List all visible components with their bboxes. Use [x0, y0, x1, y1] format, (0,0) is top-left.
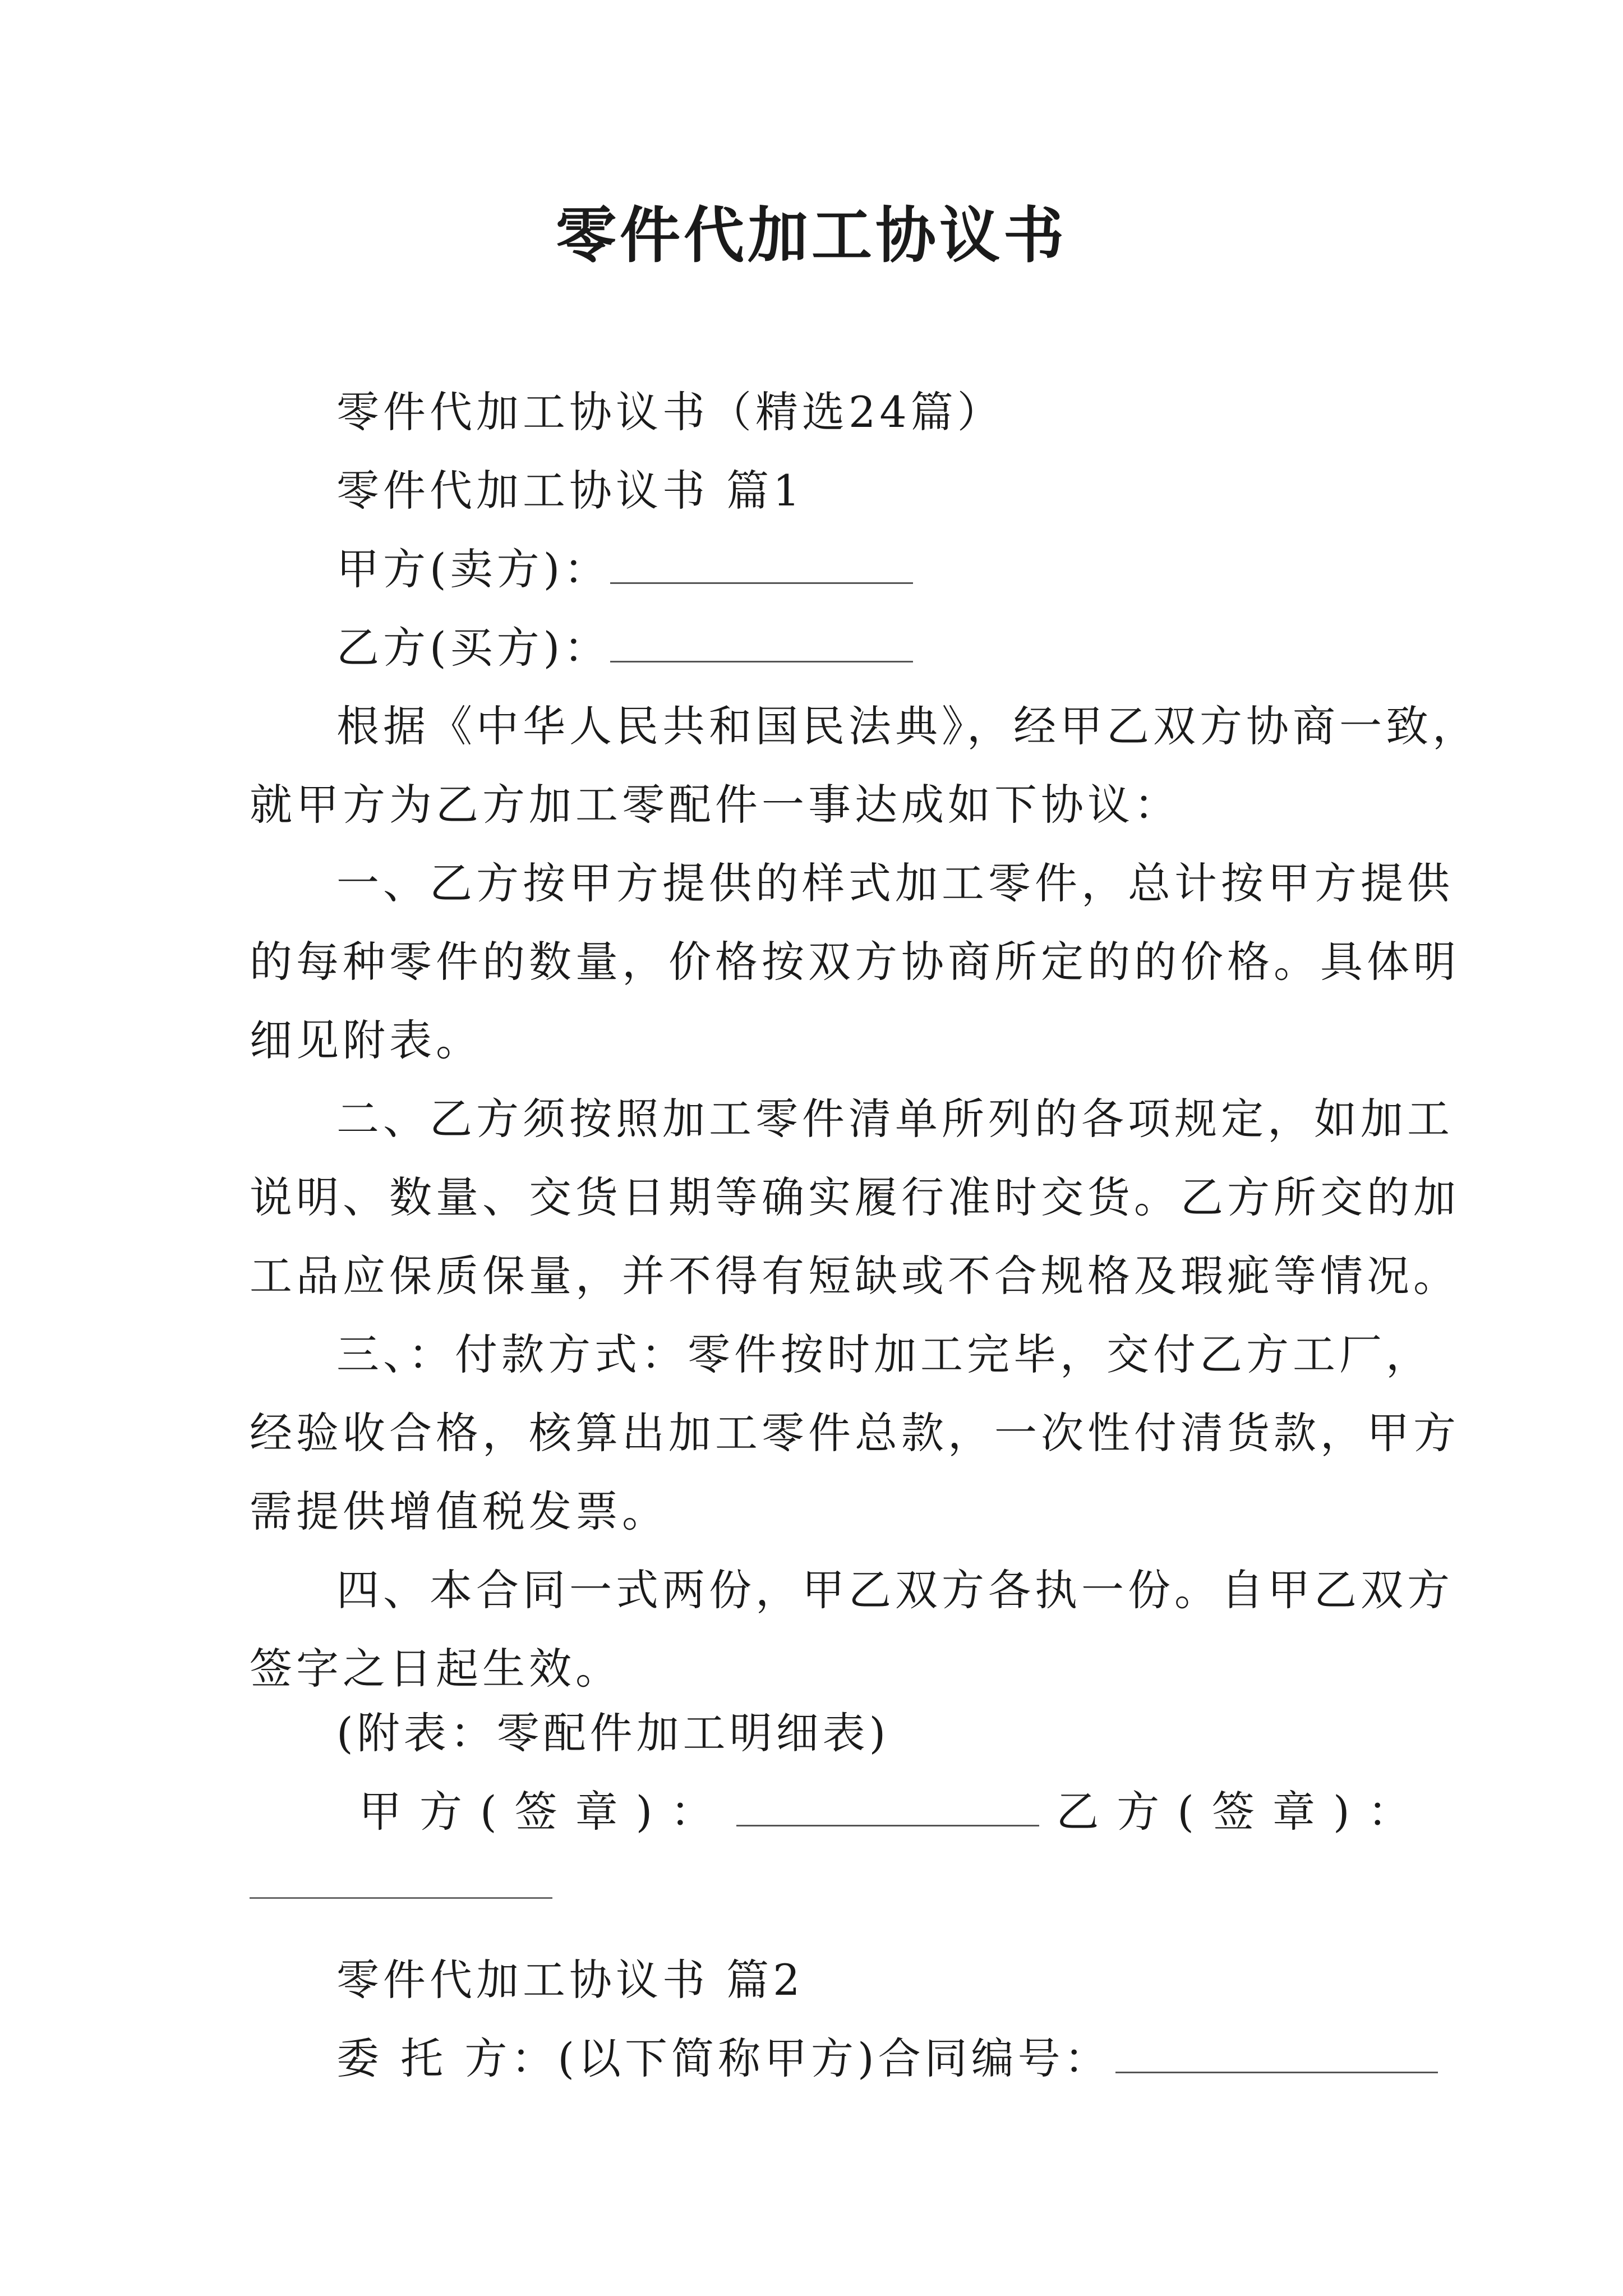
- party-a-row: [336, 541, 913, 597]
- signature-row: [359, 1784, 1428, 1840]
- clause-4-line-1: 四、本合同一式两份，甲乙双方各执一份。自甲乙双方: [336, 1565, 1454, 1615]
- intro-line-1: 根据《中华人民共和国民法典》，经甲乙双方协商一致，: [336, 701, 1479, 751]
- party-a-label: 甲方(卖方)：: [336, 544, 611, 594]
- contract-number-blank: [1115, 2032, 1438, 2073]
- article-1-heading: 零件代加工协议书 篇1: [336, 466, 804, 516]
- clause-1-line-1: 一、乙方按甲方提供的样式加工零件，总计按甲方提供: [336, 858, 1454, 908]
- party-a-blank: [610, 543, 913, 584]
- clause-3-line-2: 经验收合格，核算出加工零件总款，一次性付清货款，甲方: [250, 1408, 1460, 1458]
- appendix-note: (附表：零配件加工明细表): [336, 1708, 890, 1758]
- clause-1-line-2: 的每种零件的数量，价格按双方协商所定的的价格。具体明: [250, 937, 1460, 987]
- party-b-label: 乙方(买方)：: [336, 623, 611, 673]
- clause-2-line-2: 说明、数量、交货日期等确实履行准时交货。乙方所交的加: [250, 1172, 1460, 1222]
- document-title: 零件代加工协议书: [555, 200, 1067, 271]
- sign-b-label: 乙方(签章)：: [1056, 1787, 1428, 1837]
- party-b-row: [336, 620, 913, 676]
- clause-3-line-3: 需提供增值税发票。: [250, 1487, 668, 1536]
- sign-a-blank: [736, 1786, 1039, 1826]
- sign-b-blank-line: [250, 1897, 552, 1899]
- client-row: [336, 2031, 1438, 2087]
- document-subtitle: 零件代加工协议书（精选24篇）: [336, 387, 1004, 437]
- clause-2-line-1: 二、乙方须按照加工零件清单所列的各项规定，如加工: [336, 1094, 1454, 1144]
- clause-3-line-1: 三、：付款方式：零件按时加工完毕，交付乙方工厂，: [336, 1329, 1432, 1379]
- clause-1-line-3: 细见附表。: [250, 1015, 482, 1065]
- article-2-heading: 零件代加工协议书 篇2: [336, 1955, 804, 2005]
- clause-4-line-2: 签字之日起生效。: [250, 1644, 622, 1694]
- intro-line-2: 就甲方为乙方加工零配件一事达成如下协议：: [250, 780, 1181, 830]
- sign-a-label: 甲方(签章)：: [359, 1787, 731, 1837]
- party-b-blank: [610, 622, 913, 662]
- clause-2-line-3: 工品应保质保量，并不得有短缺或不合规格及瑕疵等情况。: [250, 1251, 1460, 1301]
- client-label: 委 托 方：(以下简称甲方)合同编号：: [336, 2033, 1111, 2083]
